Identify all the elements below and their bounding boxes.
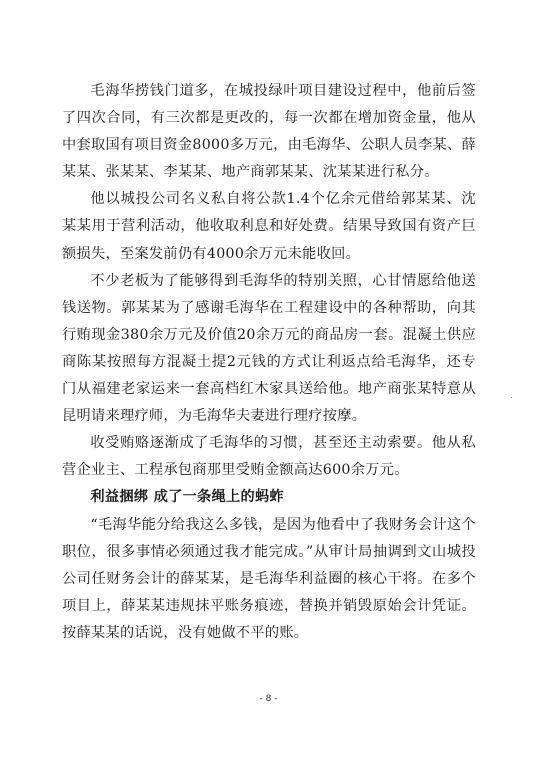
section-heading: 利益捆绑 成了一条绳上的蚂蚱	[90, 489, 284, 506]
body-text	[62, 78, 476, 647]
paragraph-bribes: 不少老板为了能够得到毛海华的特别关照，心甘情愿给他送钱送物。郭某某为了感谢毛海华在工程建设中的各种帮助，向其行贿现金380余万元及价值20余万元的商品房一套。混凝土供应商陈某按照每方混凝土提2元钱的方式让利返点给毛海华，还专门从福建老家运来一套高档红木家具送给他。地产商张某特意从昆明请来理疗师，为毛海华夫妻进行理疗按摩。	[62, 272, 476, 425]
paragraph-accountant: “毛海华能分给我这么多钱，是因为他看中了我财务会计这个职位，很多事情必须通过我才能完成。”从审计局抽调到文山城投公司任财务会计的薛某某，是毛海华利益圈的核心干将。在多个项目上，薛某某违规抹平账务痕迹，替换并销毁原始会计凭证。按薛某某的话说，没有她做不平的账。	[62, 516, 476, 641]
paragraph-embezzlement: 毛海华捞钱门道多，在城投绿叶项目建设过程中，他前后签了四次合同，有三次都是更改的，每一次都在增加资金量，他从中套取国有项目资金8000多万元，由毛海华、公职人员李某、薛某某、张某某、李某某、地产商郭某某、沈某某进行私分。	[62, 83, 476, 181]
scan-speck	[511, 397, 512, 398]
paragraph-loans: 他以城投公司名义私自将公款1.4个亿余元借给郭某某、沈某某用于营利活动，他收取利息和好处费。结果导致国有资产巨额损失，至案发前仍有4000余万元未能收回。	[62, 191, 476, 262]
page-number: - 8 -	[259, 694, 278, 704]
paragraph-habit: 收受贿赂逐渐成了毛海华的习惯，甚至还主动索要。他从私营企业主、工程承包商那里受贿金额高达600余万元。	[62, 435, 476, 479]
